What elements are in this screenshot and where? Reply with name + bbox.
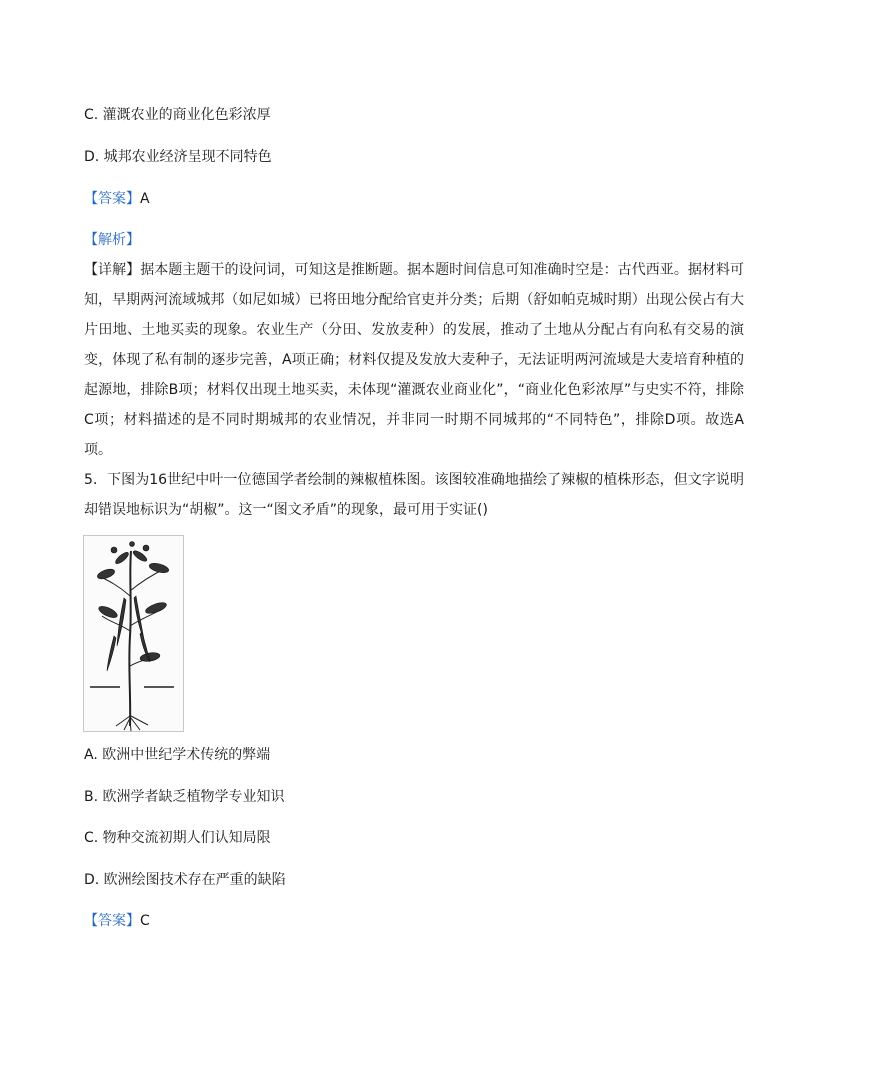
answer-value: A (140, 191, 150, 207)
detail-text: 据本题主题干的设问词，可知这是推断题。据本题时间信息可知准确时空是：古代西亚。据材料可知，早期两河流域城邦（如尼如城）已将田地分配给官吏并分类；后期（舒如帕克城时期）出现公侯占有大片田地、土地买卖的现象。农业生产（分田、发放麦种）的发展，推动了土地从分配占有向私有交易的演变，体现了私有制的逐步完善，A项正确；材料仅提及发放大麦种子，无法证明两河流域是大麦培育种植的起源地，排除B项；材料仅出现土地买卖，未体现“灌溉农业商业化”，“商业化色彩浓厚”与史实不符，排除C项；材料描述的是不同时期城邦的农业情况，并非同一时期不同城邦的“不同特色”，排除D项。故选A项。 (84, 262, 745, 458)
q4-option-c: C. 灌溉农业的商业化色彩浓厚 (84, 107, 271, 123)
q5-option-a: A. 欧洲中世纪学术传统的弊端 (84, 747, 271, 763)
q4-option-d: D. 城邦农业经济呈现不同特色 (84, 149, 272, 165)
q4-analysis-label: 【解析】 (84, 232, 140, 248)
pepper-plant-figure (83, 535, 184, 732)
q5-answer (84, 911, 150, 931)
q5-option-c: C. 物种交流初期人们认知局限 (84, 830, 271, 846)
q4-answer (84, 189, 150, 209)
q5-option-b: B. 欧洲学者缺乏植物学专业知识 (84, 789, 285, 805)
answer-value: C (140, 913, 150, 929)
q5-stem: 5．下图为16世纪中叶一位德国学者绘制的辣椒植株图。该图较准确地描绘了辣椒的植株形态，但文字说明却错误地标识为“胡椒”。这一“图文矛盾”的现象，最可用于实证() (84, 472, 744, 518)
pepper-plant-illustration-icon (84, 536, 183, 731)
answer-label: 【答案】 (84, 913, 140, 929)
q5-option-d: D. 欧洲绘图技术存在严重的缺陷 (84, 872, 286, 888)
detail-label: 【详解】 (84, 262, 141, 278)
answer-label: 【答案】 (84, 191, 140, 207)
q4-detail-paragraph (84, 255, 744, 465)
